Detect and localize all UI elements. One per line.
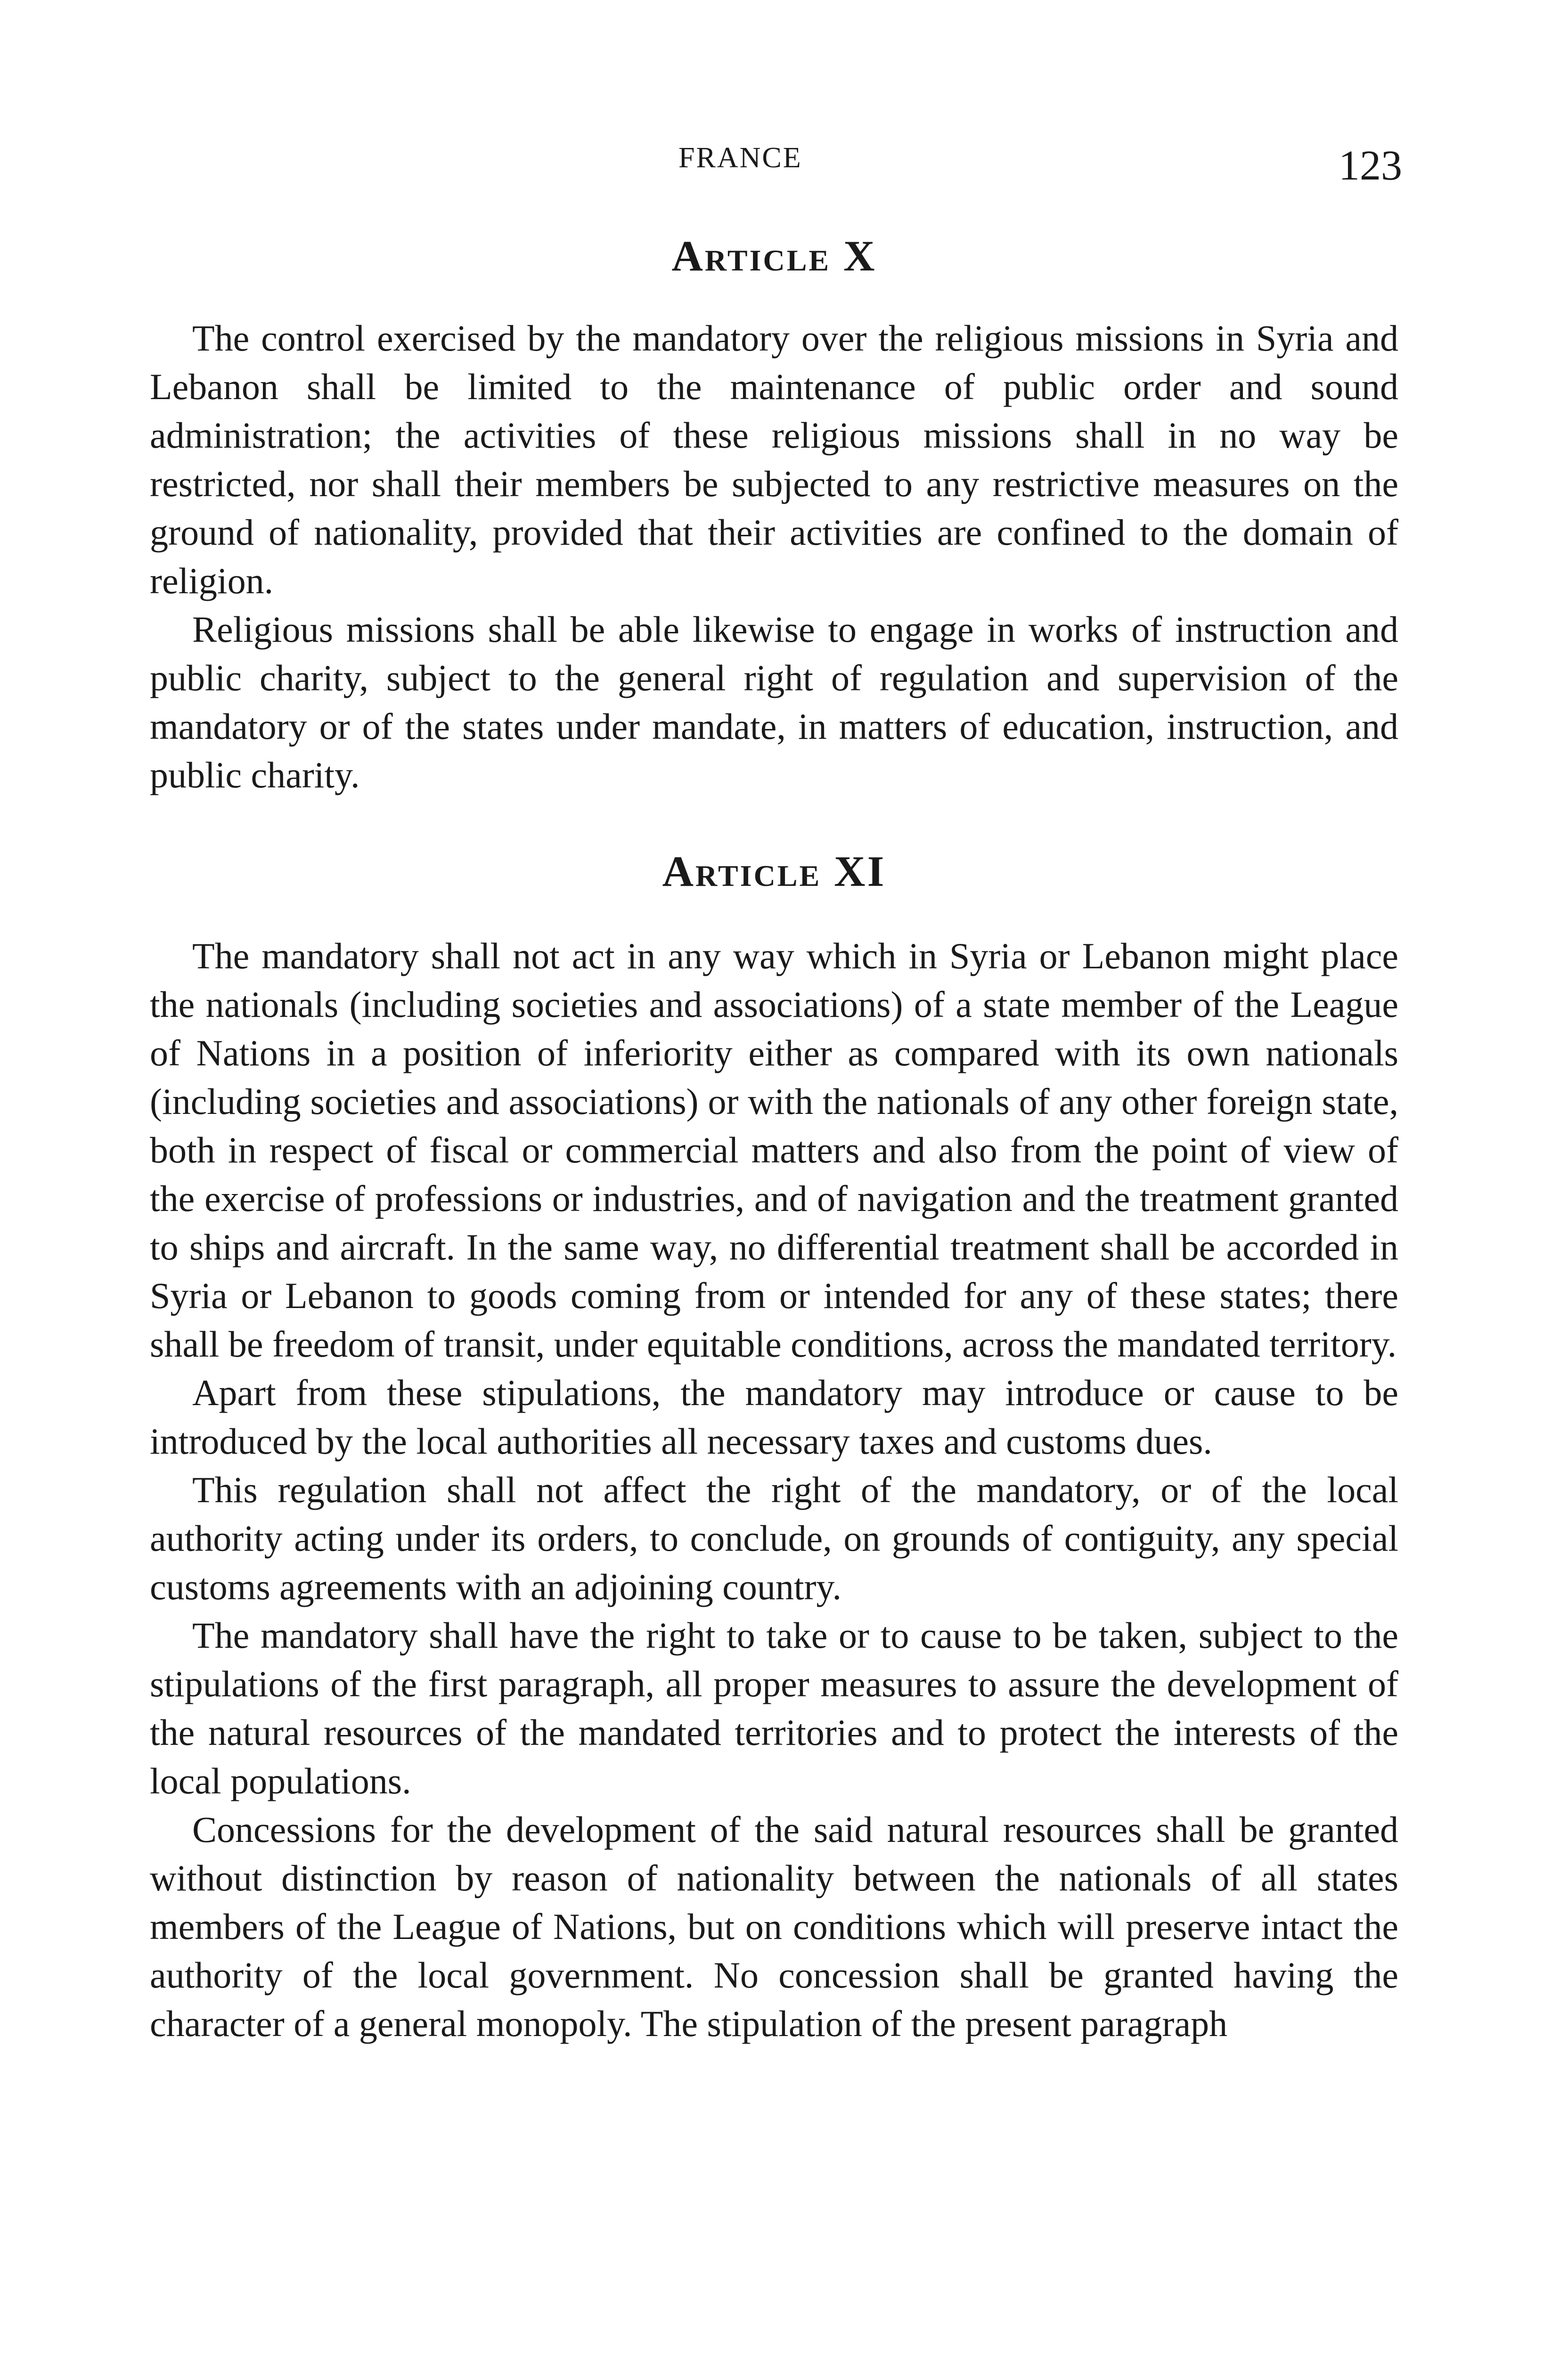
paragraph: Concessions for the development of the said natural resources shall be granted without distinction by reason of nationality between the nationals of all states members of the League of Nations, but on conditions which will preserve intact the authority of the local government. No concession shall be granted having the character of a general monopoly. The stipulation of the present paragraph	[150, 1809, 1398, 2044]
paragraph: The mandatory shall have the right to take or to cause to be taken, subject to the stipulations of the first paragraph, all proper measures to assure the development of the natural resources of the mandated territories and to protect the interests of the local populations.	[150, 1615, 1398, 1801]
paragraph: The mandatory shall not act in any way which in Syria or Lebanon might place the nationals (including societies and associations) of a state member of the League of Nations in a position of inferiority either as compared with its own nationals (including societies and associations) or with the nationals of any other foreign state, both in respect of fiscal or commercial matters and also from the point of view of the exercise of professions or industries, and of navigation and the treatment granted to ships and aircraft. In the same way, no differential treatment shall be accorded in Syria or Lebanon to goods coming from or intended for any of these states; there shall be freedom of transit, under equitable conditions, across the mandated territory.	[150, 935, 1398, 1365]
page-number: 123	[1339, 142, 1402, 189]
paragraph: The control exercised by the mandatory over the religious missions in Syria and Lebanon shall be limited to the maintenance of public order and sound administration; the activities of these religious missions shall in no way be restricted, nor shall their members be subjected to any restrictive measures on the ground of nationality, provided that their activities are confined to the domain of religion.	[150, 318, 1398, 601]
paragraph: This regulation shall not affect the right of the mandatory, or of the local authority acting under its orders, to conclude, on grounds of contiguity, any special customs agreements with an adjoining country.	[150, 1469, 1398, 1607]
article-heading: Article XI	[662, 847, 886, 895]
article-heading: Article X	[671, 232, 877, 280]
body-text	[150, 231, 1398, 2048]
running-head: FRANCE	[678, 142, 802, 174]
paragraph: Religious missions shall be able likewise to engage in works of instruction and public charity, subject to the general right of regulation and supervision of the mandatory or of the states under mandate, in matters of education, instruction, and public charity.	[150, 609, 1398, 795]
paragraph: Apart from these stipulations, the mandatory may introduce or cause to be introduced by the local authorities all necessary taxes and customs dues.	[150, 1372, 1398, 1462]
